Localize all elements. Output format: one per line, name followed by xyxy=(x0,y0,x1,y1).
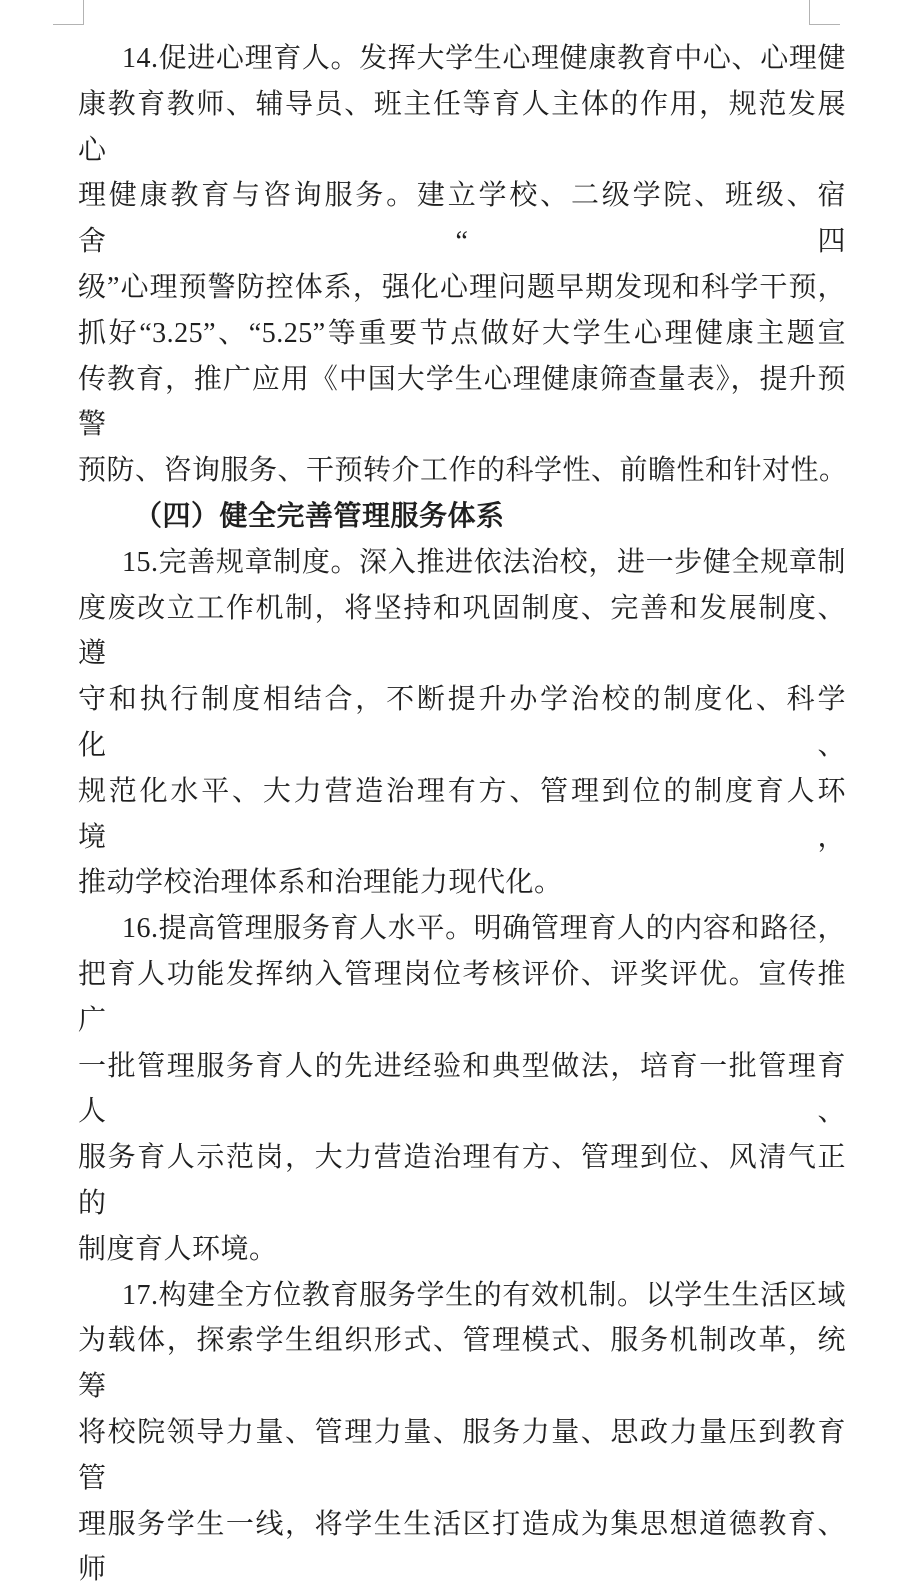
text-line: 将校院领导力量、管理力量、服务力量、思政力量压到教育管 xyxy=(78,1410,846,1502)
paragraph-15 xyxy=(78,540,846,906)
text-line: 为载体，探索学生组织形式、管理模式、服务机制改革，统筹 xyxy=(78,1318,846,1410)
text-line: 14.促进心理育人。发挥大学生心理健康教育中心、心理健 xyxy=(78,36,846,82)
text-line: 预防、咨询服务、干预转介工作的科学性、前瞻性和针对性。 xyxy=(78,448,846,494)
paragraph-14 xyxy=(78,36,846,494)
text-line: 制度育人环境。 xyxy=(78,1227,846,1273)
text-line: 推动学校治理体系和治理能力现代化。 xyxy=(78,860,846,906)
text-line: 规范化水平、大力营造治理有方、管理到位的制度育人环境， xyxy=(78,769,846,861)
text-line: 16.提高管理服务育人水平。明确管理育人的内容和路径， xyxy=(78,906,846,952)
text-line: 度废改立工作机制，将坚持和巩固制度、完善和发展制度、遵 xyxy=(78,586,846,678)
text-line: 理服务学生一线，将学生生活区打造成为集思想道德教育、师 xyxy=(78,1502,846,1593)
text-line: 级”心理预警防控体系，强化心理问题早期发现和科学干预， xyxy=(78,265,846,311)
text-line: 服务育人示范岗，大力营造治理有方、管理到位、风清气正的 xyxy=(78,1135,846,1227)
text-line: 理健康教育与咨询服务。建立学校、二级学院、班级、宿舍“四 xyxy=(78,173,846,265)
paragraph-16 xyxy=(78,906,846,1272)
section-heading: （四）健全完善管理服务体系 xyxy=(78,494,846,540)
text-boundary-corner-top-left xyxy=(53,0,84,25)
text-line: 守和执行制度相结合，不断提升办学治校的制度化、科学化、 xyxy=(78,677,846,769)
text-line: 康教育教师、辅导员、班主任等育人主体的作用，规范发展心 xyxy=(78,82,846,174)
text-line: 把育人功能发挥纳入管理岗位考核评价、评奖评优。宣传推广 xyxy=(78,952,846,1044)
text-line: 抓好“3.25”、“5.25”等重要节点做好大学生心理健康主题宣 xyxy=(78,311,846,357)
text-line: 传教育，推广应用《中国大学生心理健康筛查量表》，提升预警 xyxy=(78,357,846,449)
text-line: 一批管理服务育人的先进经验和典型做法，培育一批管理育人、 xyxy=(78,1044,846,1136)
paragraph-17 xyxy=(78,1273,846,1593)
document-text xyxy=(78,36,846,1593)
text-boundary-corner-top-right xyxy=(809,0,840,25)
text-line: 15.完善规章制度。深入推进依法治校，进一步健全规章制 xyxy=(78,540,846,586)
text-line: 17.构建全方位教育服务学生的有效机制。以学生生活区域 xyxy=(78,1273,846,1319)
